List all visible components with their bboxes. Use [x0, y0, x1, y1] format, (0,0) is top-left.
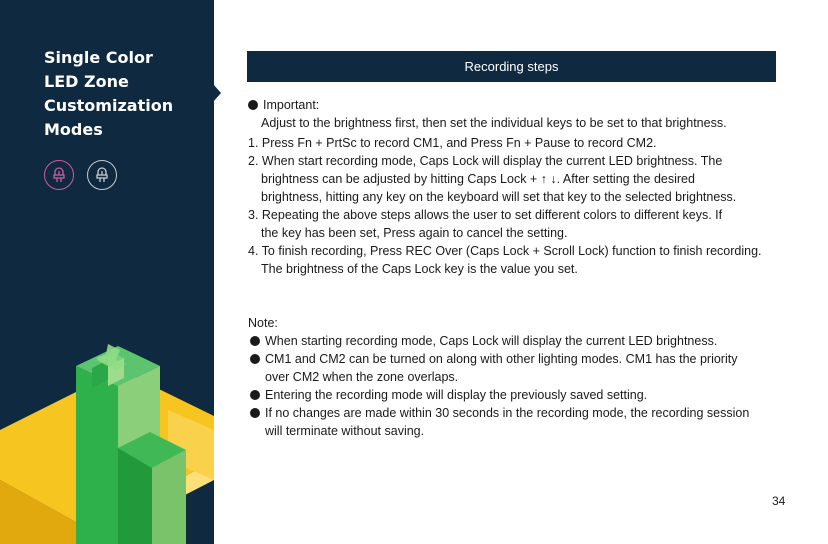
step-item	[248, 134, 788, 152]
header-title: Recording steps	[464, 59, 559, 74]
note-item	[248, 404, 788, 440]
note-line: over CM2 when the zone overlaps.	[265, 370, 459, 384]
instructions	[248, 96, 788, 278]
note-line: If no changes are made within 30 seconds in the recording mode, the recording session	[265, 406, 750, 420]
note-item	[248, 332, 788, 350]
sidebar-pointer	[213, 84, 221, 102]
section-title-line: LED Zone	[44, 72, 129, 91]
led-light-icon	[44, 160, 74, 190]
step-line: brightness can be adjusted by hitting Caps Lock + ↑ ↓. After setting the desired	[261, 172, 695, 186]
isometric-keycap-illustration	[0, 330, 214, 544]
led-light-icon	[87, 160, 117, 190]
important-text: Adjust to the brightness first, then set the individual keys to be set to that brightness.	[261, 116, 727, 130]
note-label: Note:	[248, 316, 278, 330]
recording-steps-header	[247, 51, 776, 82]
section-title	[44, 46, 204, 142]
note-line: Entering the recording mode will display the previously saved setting.	[265, 388, 648, 402]
step-line: the key has been set, Press again to cancel the setting.	[261, 226, 568, 240]
step-line: 2. When start recording mode, Caps Lock will display the current LED brightness. The	[248, 154, 723, 168]
step-item	[248, 242, 788, 278]
step-line: 3. Repeating the above steps allows the user to set different colors to different keys. If	[248, 208, 723, 222]
step-line: The brightness of the Caps Lock key is the value you set.	[261, 262, 578, 276]
step-line: 1. Press Fn + PrtSc to record CM1, and Press Fn + Pause to record CM2.	[248, 136, 657, 150]
bullet-icon	[250, 390, 260, 400]
important-label-row	[248, 96, 788, 114]
notes-section	[248, 314, 788, 440]
section-title-line: Single Color	[44, 48, 153, 67]
bullet-icon	[248, 100, 258, 110]
bullet-icon	[250, 354, 260, 364]
note-item	[248, 350, 788, 386]
step-item	[248, 206, 788, 242]
step-line: 4. To finish recording, Press REC Over (Caps Lock + Scroll Lock) function to finish recording.	[248, 244, 762, 258]
sidebar	[0, 0, 214, 544]
note-item	[248, 386, 788, 404]
step-item	[248, 152, 788, 206]
section-title-line: Modes	[44, 120, 103, 139]
bullet-icon	[250, 408, 260, 418]
section-title-line: Customization	[44, 96, 174, 115]
page-number: 34	[772, 494, 786, 508]
step-line: brightness, hitting any key on the keyboard will set that key to the selected brightness.	[261, 190, 737, 204]
note-line: will terminate without saving.	[265, 424, 425, 438]
bullet-icon	[250, 336, 260, 346]
note-line: CM1 and CM2 can be turned on along with other lighting modes. CM1 has the priority	[265, 352, 738, 366]
note-line: When starting recording mode, Caps Lock will display the current LED brightness.	[265, 334, 718, 348]
important-label: Important:	[263, 98, 320, 112]
